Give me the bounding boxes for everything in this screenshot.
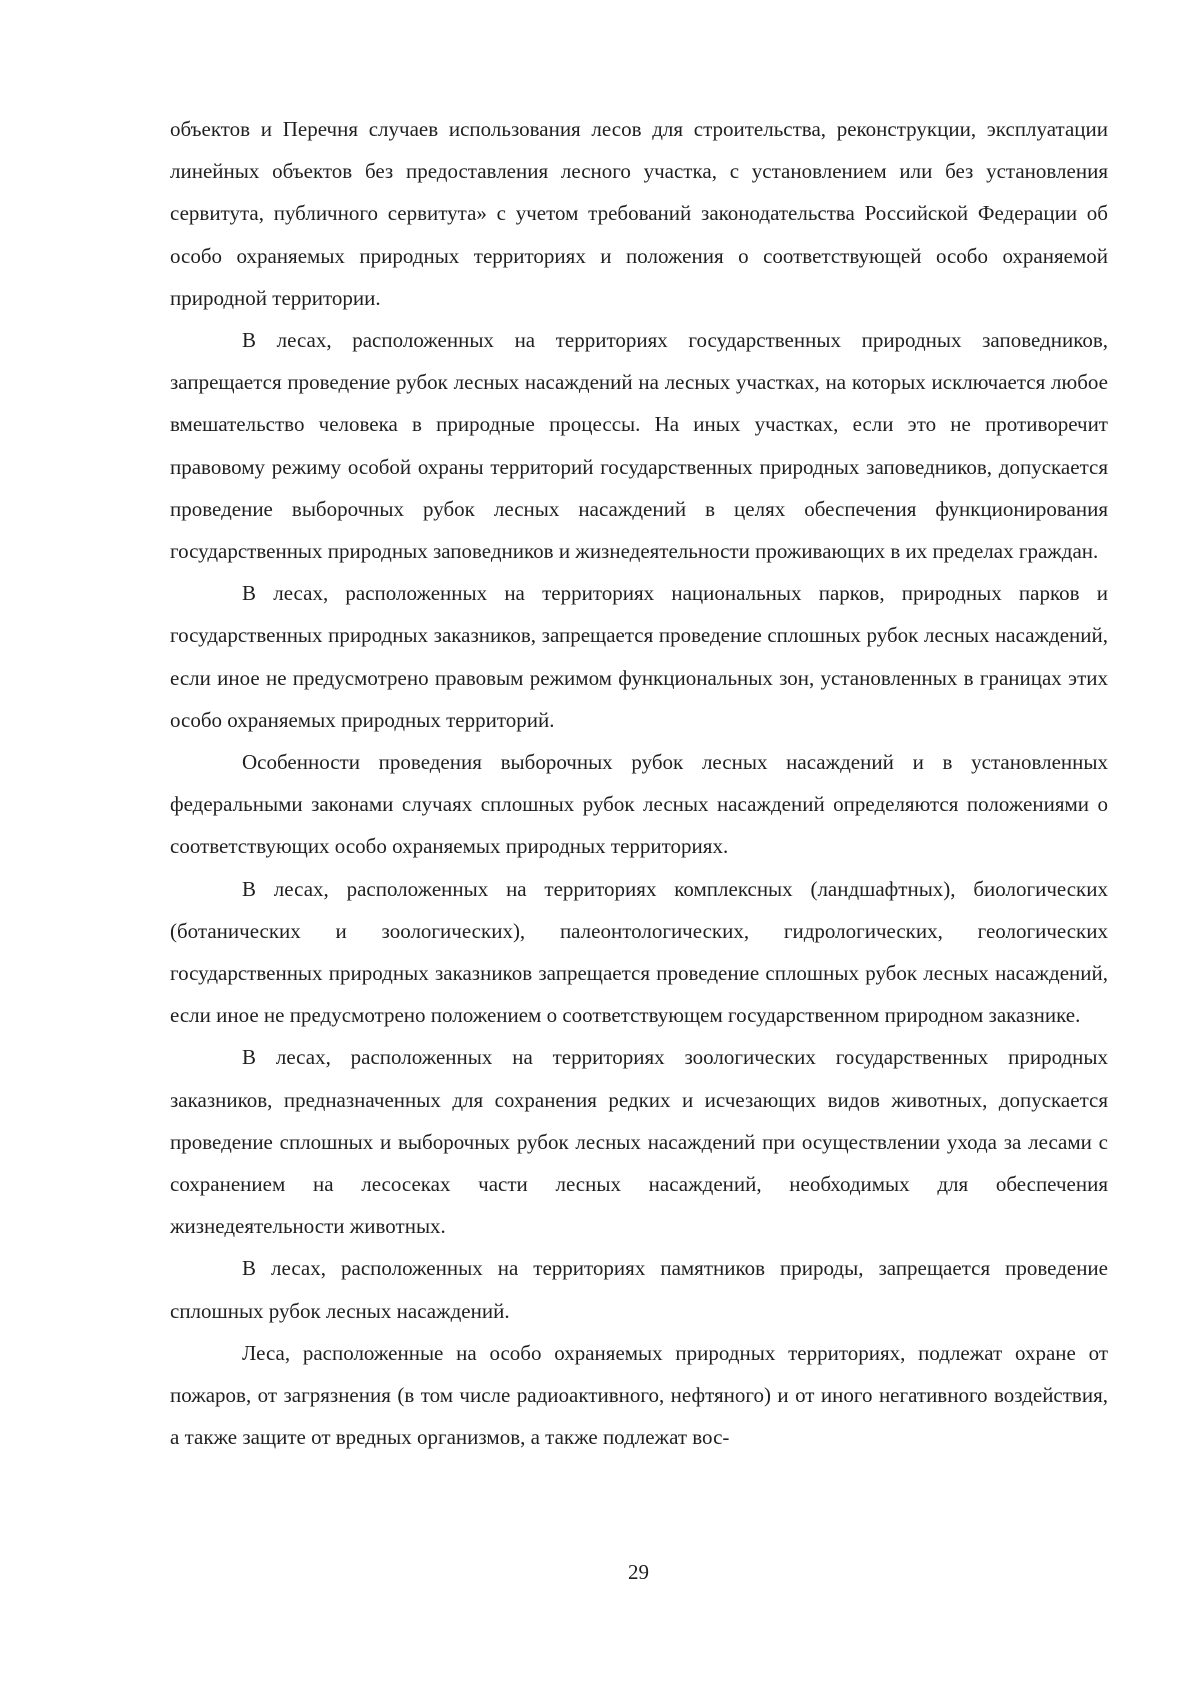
document-body bbox=[170, 108, 1108, 1459]
paragraph: Леса, расположенные на особо охраняемых природных территориях, подлежат охране от пожаров, от загрязнения (в том числе радиоактивного, нефтяного) и от иного негативного воздействия, а также защите от вредных организмов, а также подлежат вос- bbox=[170, 1340, 1108, 1450]
paragraph: В лесах, расположенных на территориях комплексных (ландшафтных), биологических (ботанических и зоологических), палеонтологических, гидрологических, геологических государственных природных заказников запрещается проведение сплошных рубок лесных насаждений, если иное не предусмотрено положением о соответствующем государственном природном заказнике. bbox=[170, 876, 1108, 1028]
paragraph: В лесах, расположенных на территориях национальных парков, природных парков и государственных природных заказников, запрещается проведение сплошных рубок лесных насаждений, если иное не предусмотрено правовым режимом функциональных зон, установленных в границах этих особо охраняемых природных территорий. bbox=[170, 581, 1108, 732]
paragraph: В лесах, расположенных на территориях зоологических государственных природных заказников, предназначенных для сохранения редких и исчезающих видов животных, допускается проведение сплошных и выборочных рубок лесных насаждений при осуществлении ухода за лесами с сохранением на лесосеках части лесных насаждений, необходимых для обеспечения жизнедеятельности животных. bbox=[170, 1045, 1108, 1239]
page-number: 29 bbox=[628, 1560, 649, 1584]
paragraph: объектов и Перечня случаев использования лесов для строительства, реконструкции, эксплуатации линейных объектов без предоставления лесного участка, с установлением или без установления сервитута, публичного сервитута» с учетом требований законодательства Российской Федерации об особо охраняемых природных территориях и положения о соответствующей особо охраняемой природной территории. bbox=[170, 117, 1108, 310]
paragraph: В лесах, расположенных на территориях памятников природы, запрещается проведение сплошных рубок лесных насаждений. bbox=[170, 1256, 1108, 1323]
paragraph: В лесах, расположенных на территориях государственных природных заповедников, запрещается проведение рубок лесных насаждений на лесных участках, на которых исключается любое вмешательство человека в природные процессы. На иных участках, если это не противоречит правовому режиму особой охраны территорий государственных природных заповедников, допускается проведение выборочных рубок лесных насаждений в целях обеспечения функционирования государственных природных заповедников и жизнедеятельности проживающих в их пределах граждан. bbox=[170, 328, 1108, 564]
paragraph: Особенности проведения выборочных рубок лесных насаждений и в установленных федеральными законами случаях сплошных рубок лесных насаждений определяются положениями о соответствующих особо охраняемых природных территориях. bbox=[170, 750, 1108, 859]
